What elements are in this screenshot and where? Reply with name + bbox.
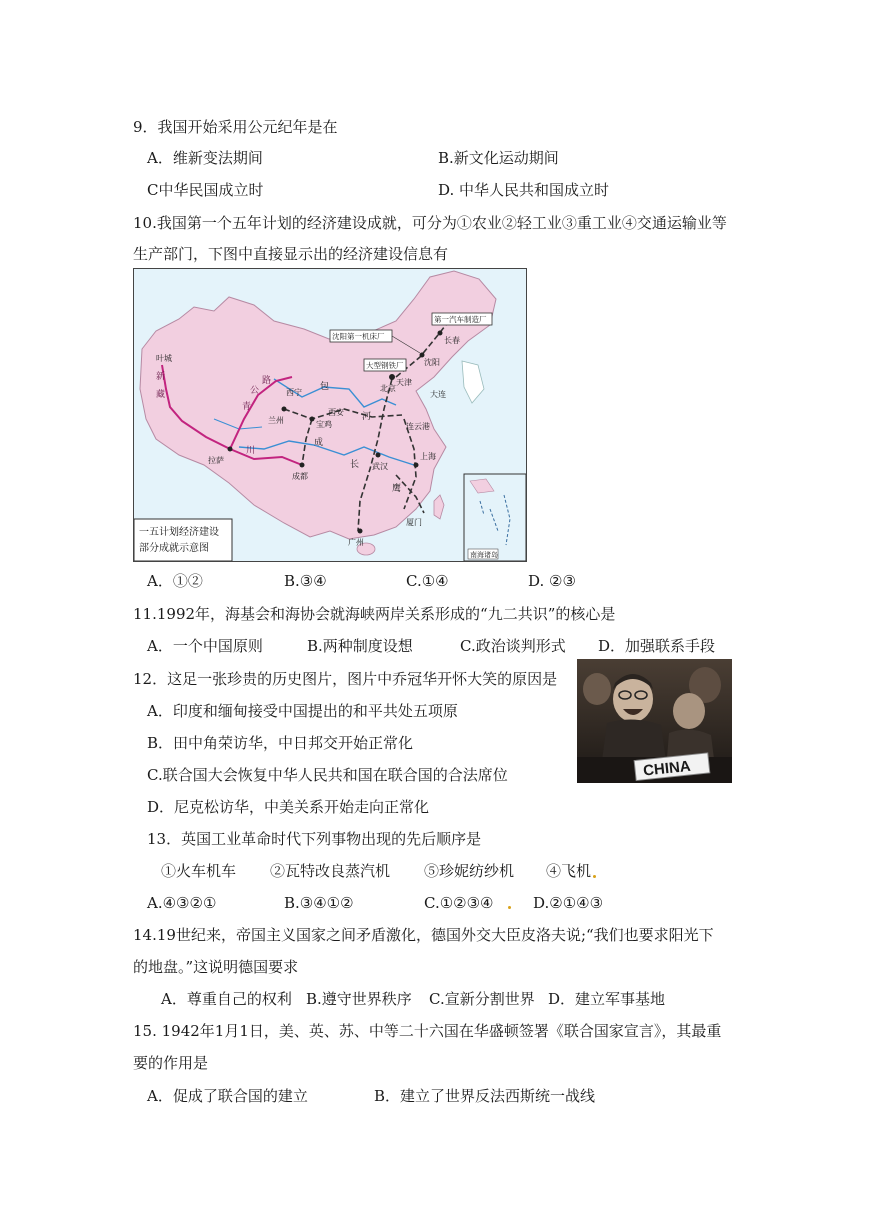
yellow-dot xyxy=(593,875,596,878)
route-char-he: 河 xyxy=(362,411,372,421)
q12-option-d: D．尼克松访华，中美关系开始走向正常化 xyxy=(147,798,430,816)
q15-option-b: B．建立了世界反法西斯统一战线 xyxy=(374,1087,596,1105)
city-lanzhou: 兰州 xyxy=(268,416,284,425)
route-char-chang: 长 xyxy=(350,459,360,469)
yellow-dot xyxy=(508,906,511,909)
q13-option-b: B.③④①② xyxy=(284,894,354,912)
q9-option-c: C中华民国成立时 xyxy=(147,181,264,199)
city-xian: 西安 xyxy=(328,408,344,417)
city-guangzhou: 广州 xyxy=(348,538,364,547)
q15-option-a: A．促成了联合国的建立 xyxy=(147,1087,308,1105)
q13-option-d: D.②①④③ xyxy=(533,894,604,912)
economic-construction-map xyxy=(133,268,527,562)
city-tianjin: 天津 xyxy=(396,378,412,387)
q10-option-a: A．①② xyxy=(147,572,203,590)
q9-option-a: A．维新变法期间 xyxy=(147,149,263,167)
q9-option-d: D. 中华人民共和国成立时 xyxy=(438,181,610,199)
q12-stem: 12．这足一张珍贵的历史图片，图片中乔冠华开怀大笑的原因是 xyxy=(133,670,558,688)
city-xining: 西宁 xyxy=(286,388,302,397)
q14-option-d: D．建立军事基地 xyxy=(548,990,666,1008)
q11-option-b: B.两种制度设想 xyxy=(307,637,413,655)
city-lianyungang: 连云港 xyxy=(406,422,430,431)
label-steel-plant: 大型钢铁厂 xyxy=(366,361,404,370)
q11-stem: 11.1992年，海基会和海协会就海峡两岸关系形成的“九二共识”的核心是 xyxy=(133,605,616,623)
route-char-zang: 藏 xyxy=(156,389,166,399)
q11-option-d: D．加强联系手段 xyxy=(598,637,716,655)
route-char-qing: 青 xyxy=(242,401,252,411)
inset-label: 南海诸岛 xyxy=(470,552,498,559)
route-char-lu: 路 xyxy=(262,375,272,385)
q11-option-a: A．一个中国原则 xyxy=(147,637,263,655)
route-char-chuan: 川 xyxy=(246,445,256,455)
route-char-gong: 公 xyxy=(250,385,260,395)
q10-option-b: B.③④ xyxy=(284,572,327,590)
route-char-bao: 包 xyxy=(320,381,330,391)
city-lasa: 拉萨 xyxy=(208,456,224,465)
q14-option-b: B.遵守世界秩序 xyxy=(306,990,412,1008)
q14-stem-line2: 的地盘。”这说明德国要求 xyxy=(133,958,299,976)
city-dalian: 大连 xyxy=(430,390,446,399)
q14-stem-line1: 14.19世纪来，帝国主义国家之间矛盾激化，德国外交大臣皮洛夫说;“我们也要求阳光下 xyxy=(133,926,714,944)
q15-stem-line1: 15. 1942年1月1日，美、英、苏、中等二十六国在华盛顿签署《联合国家宣言》，其最重 xyxy=(133,1022,722,1040)
route-char-ying: 鹰 xyxy=(392,483,402,493)
q14-option-c: C.宣新分割世界 xyxy=(429,990,535,1008)
q10-stem-line2: 生产部门，下图中直接显示出的经济建设信息有 xyxy=(133,245,449,263)
city-xiamen: 厦门 xyxy=(406,518,422,527)
q13-item-3: ⑤珍妮纺纱机 xyxy=(424,862,515,880)
city-changchun: 长春 xyxy=(444,336,460,345)
historical-photo xyxy=(577,659,732,783)
q12-option-c: C.联合国大会恢复中华人民共和国在联合国的合法席位 xyxy=(147,766,508,784)
label-first-auto-plant: 第一汽车制造厂 xyxy=(434,315,487,324)
china-nameplate: CHINA xyxy=(642,757,692,780)
q13-item-2: ②瓦特改良蒸汽机 xyxy=(270,862,391,880)
city-yecheng: 叶城 xyxy=(156,354,172,363)
q10-option-d: D. ②③ xyxy=(528,572,576,590)
q13-option-a: A.④③②① xyxy=(147,894,217,912)
q13-option-c: C.①②③④ xyxy=(424,894,494,912)
city-chengdu: 成都 xyxy=(292,472,308,481)
city-beijing: 北京 xyxy=(380,384,396,393)
q12-option-b: B．田中角荣访华，中日邦交开始正常化 xyxy=(147,734,414,752)
q13-item-1: ①火车机车 xyxy=(161,862,237,880)
q11-option-c: C.政治谈判形式 xyxy=(460,637,566,655)
q13-item-4: ④飞机 xyxy=(546,862,592,880)
q10-stem-line1: 10.我国第一个五年计划的经济建设成就，可分为①农业②轻工业③重工业④交通运输业等 xyxy=(133,214,727,232)
city-baoji: 宝鸡 xyxy=(316,420,332,429)
route-char-xin: 新 xyxy=(156,371,166,381)
map-caption-line2: 部分成就示意图 xyxy=(139,543,209,554)
q10-option-c: C.①④ xyxy=(406,572,449,590)
q9-option-b: B.新文化运动期间 xyxy=(438,149,559,167)
map-caption-line1: 一五计划经济建设 xyxy=(139,527,219,538)
q13-stem: 13．英国工业革命时代下列事物出现的先后顺序是 xyxy=(147,830,482,848)
city-wuhan: 武汉 xyxy=(372,462,388,471)
route-char-cheng: 成 xyxy=(314,437,324,447)
q9-stem: 9．我国开始采用公元纪年是在 xyxy=(133,118,338,136)
city-shanghai: 上海 xyxy=(420,452,436,461)
q14-option-a: A．尊重自己的权利 xyxy=(161,990,292,1008)
q12-option-a: A．印度和缅甸接受中国提出的和平共处五项原 xyxy=(147,702,458,720)
label-shenyang-machine-tool: 沈阳第一机床厂 xyxy=(332,332,385,341)
q15-stem-line2: 要的作用是 xyxy=(133,1054,209,1072)
city-shenyang: 沈阳 xyxy=(424,358,440,367)
